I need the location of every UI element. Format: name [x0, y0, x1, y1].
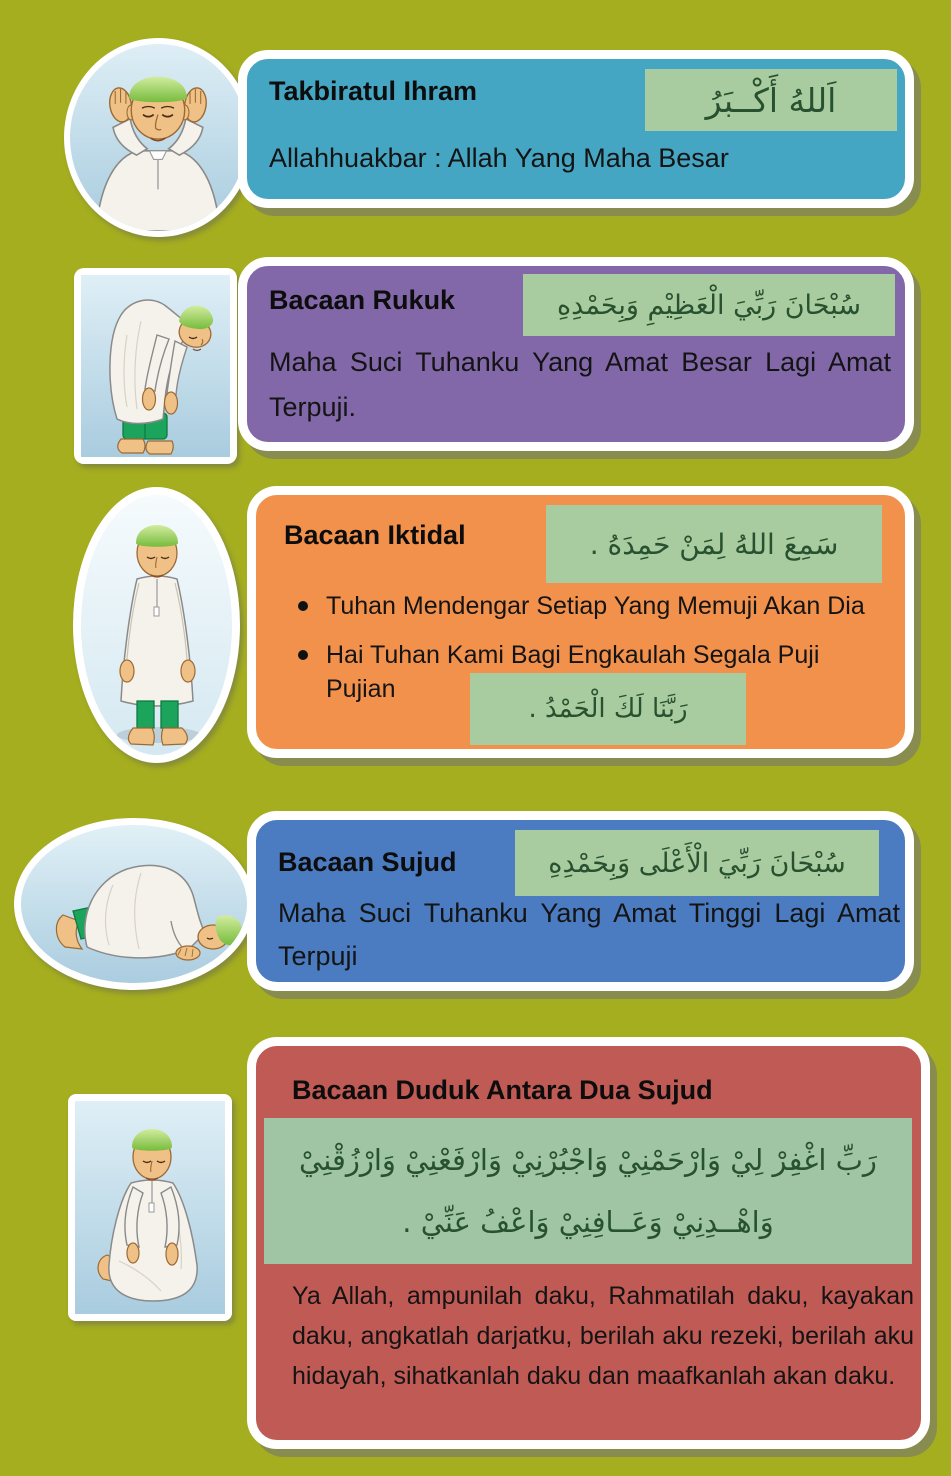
- sujud-figure-frame: [14, 818, 254, 990]
- sujud-prostration-figure-icon: [21, 825, 247, 983]
- takbir-raising-hands-figure-icon: [70, 44, 247, 231]
- rukuk-figure-frame: [74, 268, 237, 464]
- sujud-arabic-text: سُبْحَانَ رَبِّيَ الْأَعْلَى وَبِحَمْدِهِ: [515, 830, 879, 896]
- iktidal-figure-frame: [73, 487, 240, 763]
- duduk-sitting-figure-icon: [75, 1101, 225, 1314]
- duduk-translation-text: Ya Allah, ampunilah daku, Rahmatilah daku, kayakan daku, angkatlah darjatku, berilah aku rezeki, berilah aku hidayah, sihatkanlah daku dan maafkanlah akan daku.: [292, 1282, 914, 1390]
- iktidal-translation-line-1: Tuhan Mendengar Setiap Yang Memuji Akan Dia: [326, 592, 865, 620]
- takbir-figure-frame: [64, 38, 253, 237]
- list-item: [298, 589, 878, 623]
- bullet-icon: [298, 650, 308, 660]
- duduk-arabic-text: رَبِّ اغْفِرْ لِيْ وَارْحَمْنِيْ وَاجْبُرْنِيْ وَارْفَعْنِيْ وَارْزُقْنِيْ وَاهْــدِنِيْ وَعَــافِنِيْ وَاعْفُ عَنِّيْ .: [264, 1118, 912, 1264]
- card-bacaan-iktidal: [247, 486, 914, 758]
- sujud-translation-text: Maha Suci Tuhanku Yang Amat Tinggi Lagi Amat Terpuji: [278, 898, 900, 971]
- card-takbiratul-ihram-title: Takbiratul Ihram: [269, 76, 478, 106]
- card-bacaan-rukuk: [238, 257, 914, 451]
- card-bacaan-iktidal-title: Bacaan Iktidal: [284, 520, 466, 550]
- bullet-icon: [298, 601, 308, 611]
- card-bacaan-duduk-antara-dua-sujud: [247, 1037, 930, 1449]
- duduk-figure-frame: [68, 1094, 232, 1321]
- card-takbiratul-ihram: [238, 50, 914, 208]
- card-bacaan-rukuk-title: Bacaan Rukuk: [269, 285, 456, 315]
- card-bacaan-duduk-title: Bacaan Duduk Antara Dua Sujud: [292, 1075, 713, 1105]
- card-bacaan-sujud: [247, 811, 914, 991]
- rukuk-translation-text: Maha Suci Tuhanku Yang Amat Besar Lagi Amat Terpuji.: [269, 347, 891, 422]
- takbir-translation-text: Allahhuakbar : Allah Yang Maha Besar: [269, 143, 729, 173]
- takbir-arabic-text: اَللهُ أَكْــبَرُ: [645, 69, 897, 131]
- rukuk-arabic-text: سُبْحَانَ رَبِّيَ الْعَظِيْمِ وَبِحَمْدِهِ: [523, 274, 895, 336]
- rukuk-bowing-figure-icon: [81, 275, 230, 457]
- iktidal-arabic-text-2: رَبَّنَا لَكَ الْحَمْدُ .: [470, 673, 746, 745]
- iktidal-translation-line-2: Hai Tuhan Kami Bagi Engkaulah Segala Puji Pujian: [326, 641, 820, 703]
- iktidal-arabic-text: سَمِعَ اللهُ لِمَنْ حَمِدَهُ .: [546, 505, 882, 583]
- card-bacaan-sujud-title: Bacaan Sujud: [278, 847, 457, 877]
- iktidal-standing-figure-icon: [81, 495, 232, 755]
